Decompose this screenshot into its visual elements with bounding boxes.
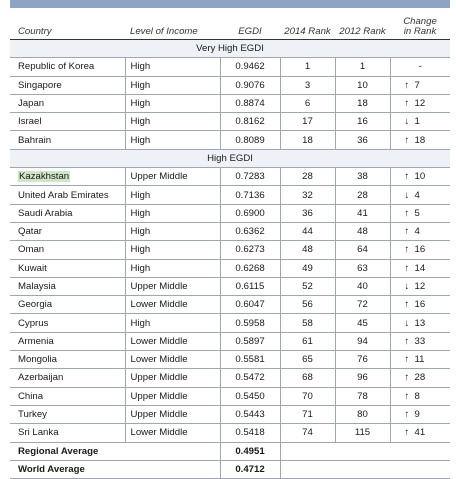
cell-2014-rank: 61 [280, 332, 335, 350]
cell-2012-rank: 48 [335, 222, 390, 240]
cell-change [390, 76, 450, 94]
section-header-row [10, 40, 450, 58]
cell-income: High [125, 186, 220, 204]
change-value: 18 [414, 134, 426, 146]
country-name: China [18, 390, 44, 402]
country-name: Armenia [18, 335, 54, 347]
change-value: 1 [414, 116, 420, 128]
arrow-up-icon: ↑ [404, 226, 410, 238]
table-row [10, 332, 450, 350]
cell-change [390, 424, 450, 442]
cell-2012-rank: 76 [335, 351, 390, 369]
table-row [10, 277, 450, 295]
cell-income: High [125, 76, 220, 94]
cell-2014-rank: 18 [280, 131, 335, 149]
cell-country [10, 424, 125, 442]
cell-2014-rank: 49 [280, 259, 335, 277]
arrow-up-icon: ↑ [404, 427, 410, 439]
cell-country [10, 241, 125, 259]
country-name: Georgia [18, 299, 53, 311]
header-income: Level of Income [125, 9, 220, 40]
change-value: 13 [414, 317, 426, 329]
cell-egdi: 0.6115 [220, 277, 280, 295]
change-value: 16 [414, 244, 426, 256]
cell-egdi: 0.6900 [220, 204, 280, 222]
cell-change [390, 241, 450, 259]
arrow-up-icon: ↑ [404, 354, 410, 366]
cell-change [390, 168, 450, 186]
cell-egdi: 0.5897 [220, 332, 280, 350]
cell-2012-rank: 38 [335, 168, 390, 186]
cell-2012-rank: 96 [335, 369, 390, 387]
country-name: Singapore [18, 79, 62, 91]
country-name: Cyprus [18, 317, 49, 329]
cell-country [10, 168, 125, 186]
egdi-ranking-table [10, 9, 450, 479]
cell-income: Upper Middle [125, 387, 220, 405]
arrow-up-icon: ↑ [404, 244, 410, 256]
country-name: Sri Lanka [18, 427, 59, 439]
change-value: 16 [414, 299, 426, 311]
cell-2012-rank: 64 [335, 241, 390, 259]
country-name: Malaysia [18, 281, 56, 292]
table-row [10, 351, 450, 369]
cell-egdi: 0.6273 [220, 241, 280, 259]
cell-2014-rank: 3 [280, 76, 335, 94]
arrow-up-icon: ↑ [404, 409, 410, 421]
country-name: Qatar [18, 226, 42, 238]
table-row [10, 113, 450, 131]
change-value: 5 [414, 207, 420, 219]
arrow-up-icon: ↑ [404, 79, 410, 91]
cell-2014-rank: 17 [280, 113, 335, 131]
cell-income: High [125, 222, 220, 240]
cell-country [10, 113, 125, 131]
cell-2014-rank: 28 [280, 168, 335, 186]
cell-income: Upper Middle [125, 168, 220, 186]
table-row [10, 424, 450, 442]
cell-income: High [125, 131, 220, 149]
cell-change [390, 186, 450, 204]
cell-country [10, 277, 125, 295]
cell-2012-rank: 72 [335, 296, 390, 314]
cell-egdi: 0.8874 [220, 94, 280, 112]
header-egdi: EGDI [220, 9, 280, 40]
cell-country [10, 405, 125, 423]
cell-income: High [125, 113, 220, 131]
table-row [10, 76, 450, 94]
change-value: 10 [414, 171, 426, 183]
country-name: Republic of Korea [18, 61, 95, 73]
arrow-up-icon: ↑ [404, 134, 410, 146]
arrow-up-icon: ↑ [404, 262, 410, 274]
table-row [10, 314, 450, 332]
cell-2012-rank: 94 [335, 332, 390, 350]
change-value: 8 [414, 390, 420, 402]
cell-change [390, 94, 450, 112]
arrow-down-icon: ↓ [404, 189, 410, 201]
cell-2014-rank: 65 [280, 351, 335, 369]
cell-egdi: 0.9076 [220, 76, 280, 94]
cell-2014-rank: 74 [280, 424, 335, 442]
cell-country [10, 387, 125, 405]
cell-change [390, 387, 450, 405]
cell-egdi: 0.7283 [220, 168, 280, 186]
cell-2012-rank: 28 [335, 186, 390, 204]
cell-egdi: 0.5581 [220, 351, 280, 369]
cell-country [10, 222, 125, 240]
country-name: Japan [18, 98, 45, 110]
country-name: Oman [18, 244, 45, 256]
cell-2012-rank: 18 [335, 94, 390, 112]
cell-country [10, 131, 125, 149]
cell-2012-rank: 78 [335, 387, 390, 405]
arrow-up-icon: ↑ [404, 171, 410, 183]
cell-egdi: 0.5472 [220, 369, 280, 387]
average-egdi: 0.4951 [220, 442, 280, 460]
cell-2012-rank: 1 [335, 58, 390, 76]
cell-country [10, 94, 125, 112]
change-value: 7 [414, 79, 420, 91]
cell-change [390, 405, 450, 423]
cell-2014-rank: 6 [280, 94, 335, 112]
cell-change [390, 332, 450, 350]
change-value: 33 [414, 335, 426, 347]
header-country: Country [10, 9, 125, 40]
cell-egdi: 0.6362 [220, 222, 280, 240]
cell-egdi: 0.5418 [220, 424, 280, 442]
cell-income: Upper Middle [125, 369, 220, 387]
cell-income: Lower Middle [125, 424, 220, 442]
cell-2014-rank: 36 [280, 204, 335, 222]
table-row [10, 405, 450, 423]
table-row [10, 204, 450, 222]
cell-change [390, 277, 450, 295]
cell-income: High [125, 204, 220, 222]
change-value: 12 [414, 98, 426, 110]
cell-income: High [125, 259, 220, 277]
cell-2012-rank: 36 [335, 131, 390, 149]
cell-income: High [125, 314, 220, 332]
cell-income: High [125, 58, 220, 76]
section-title: High EGDI [10, 149, 450, 167]
cell-2014-rank: 48 [280, 241, 335, 259]
cell-country [10, 332, 125, 350]
table-row [10, 131, 450, 149]
table-row [10, 168, 450, 186]
cell-income: Lower Middle [125, 351, 220, 369]
country-name: Bahrain [18, 134, 52, 146]
cell-2014-rank: 71 [280, 405, 335, 423]
cell-country [10, 259, 125, 277]
table-row [10, 259, 450, 277]
cell-egdi: 0.6047 [220, 296, 280, 314]
arrow-down-icon: ↓ [404, 116, 410, 128]
cell-change [390, 369, 450, 387]
cell-country [10, 204, 125, 222]
cell-egdi: 0.9462 [220, 58, 280, 76]
change-value: - [418, 61, 422, 73]
cell-change [390, 222, 450, 240]
cell-change [390, 131, 450, 149]
cell-income: Upper Middle [125, 277, 220, 295]
cell-country [10, 186, 125, 204]
arrow-down-icon: ↓ [404, 281, 410, 292]
cell-2014-rank: 1 [280, 58, 335, 76]
average-row [10, 460, 450, 478]
table-row [10, 94, 450, 112]
country-name: Kazakhstan [19, 171, 70, 183]
cell-egdi: 0.6268 [220, 259, 280, 277]
country-name: United Arab Emirates [18, 189, 109, 201]
cell-2014-rank: 44 [280, 222, 335, 240]
section-header-row [10, 149, 450, 167]
arrow-up-icon: ↑ [404, 390, 410, 402]
cell-country [10, 351, 125, 369]
arrow-up-icon: ↑ [404, 372, 410, 384]
header-change [390, 9, 450, 40]
cell-2012-rank: 40 [335, 277, 390, 295]
arrow-up-icon: ↑ [404, 299, 410, 311]
header-change-line1: Change [403, 16, 437, 27]
header-2012-rank: 2012 Rank [335, 9, 390, 40]
table-row [10, 222, 450, 240]
change-value: 14 [414, 262, 426, 274]
change-value: 4 [414, 189, 420, 201]
change-value: 11 [414, 354, 425, 366]
cell-2012-rank: 45 [335, 314, 390, 332]
country-name: Saudi Arabia [18, 207, 73, 219]
cell-country [10, 296, 125, 314]
cell-country [10, 58, 125, 76]
cell-change [390, 351, 450, 369]
cell-2012-rank: 63 [335, 259, 390, 277]
cell-country [10, 314, 125, 332]
header-change-line2: in Rank [403, 26, 437, 37]
cell-egdi: 0.8162 [220, 113, 280, 131]
country-name: Mongolia [18, 354, 57, 366]
country-name: Turkey [18, 409, 47, 421]
cell-egdi: 0.8089 [220, 131, 280, 149]
cell-change [390, 204, 450, 222]
cell-change [390, 58, 450, 76]
cell-country [10, 369, 125, 387]
change-value: 9 [414, 409, 420, 421]
average-empty [280, 460, 450, 478]
cell-change [390, 296, 450, 314]
arrow-down-icon: ↓ [404, 317, 410, 329]
table-row [10, 186, 450, 204]
cell-2014-rank: 32 [280, 186, 335, 204]
cell-income: High [125, 94, 220, 112]
cell-income: Lower Middle [125, 332, 220, 350]
table-row [10, 241, 450, 259]
cell-2012-rank: 115 [335, 424, 390, 442]
cell-country [10, 76, 125, 94]
change-value: 28 [414, 372, 426, 384]
top-accent-bar [10, 0, 450, 8]
cell-income: Upper Middle [125, 405, 220, 423]
country-name: Israel [18, 116, 42, 128]
average-label: World Average [10, 460, 220, 478]
cell-2014-rank: 68 [280, 369, 335, 387]
table-row [10, 369, 450, 387]
header-2014-rank: 2014 Rank [280, 9, 335, 40]
table-row [10, 58, 450, 76]
cell-income: Lower Middle [125, 296, 220, 314]
header-row [10, 9, 450, 40]
average-label: Regional Average [10, 442, 220, 460]
cell-2012-rank: 10 [335, 76, 390, 94]
cell-egdi: 0.7136 [220, 186, 280, 204]
cell-2014-rank: 58 [280, 314, 335, 332]
country-name: Azerbaijan [18, 372, 64, 384]
arrow-up-icon: ↑ [404, 207, 410, 219]
cell-2014-rank: 56 [280, 296, 335, 314]
table-row [10, 296, 450, 314]
average-egdi: 0.4712 [220, 460, 280, 478]
average-row [10, 442, 450, 460]
cell-egdi: 0.5958 [220, 314, 280, 332]
cell-egdi: 0.5450 [220, 387, 280, 405]
table-row [10, 387, 450, 405]
country-name: Kuwait [18, 262, 47, 274]
arrow-up-icon: ↑ [404, 98, 410, 110]
cell-2012-rank: 16 [335, 113, 390, 131]
cell-2012-rank: 41 [335, 204, 390, 222]
cell-change [390, 113, 450, 131]
cell-change [390, 314, 450, 332]
cell-income: High [125, 241, 220, 259]
arrow-up-icon: ↑ [404, 335, 410, 347]
cell-change [390, 259, 450, 277]
cell-2014-rank: 70 [280, 387, 335, 405]
cell-2014-rank: 52 [280, 277, 335, 295]
average-empty [280, 442, 450, 460]
change-value: 4 [414, 226, 420, 238]
cell-egdi: 0.5443 [220, 405, 280, 423]
change-value: 12 [414, 281, 426, 292]
change-value: 41 [414, 427, 426, 439]
cell-2012-rank: 80 [335, 405, 390, 423]
section-title: Very High EGDI [10, 40, 450, 58]
